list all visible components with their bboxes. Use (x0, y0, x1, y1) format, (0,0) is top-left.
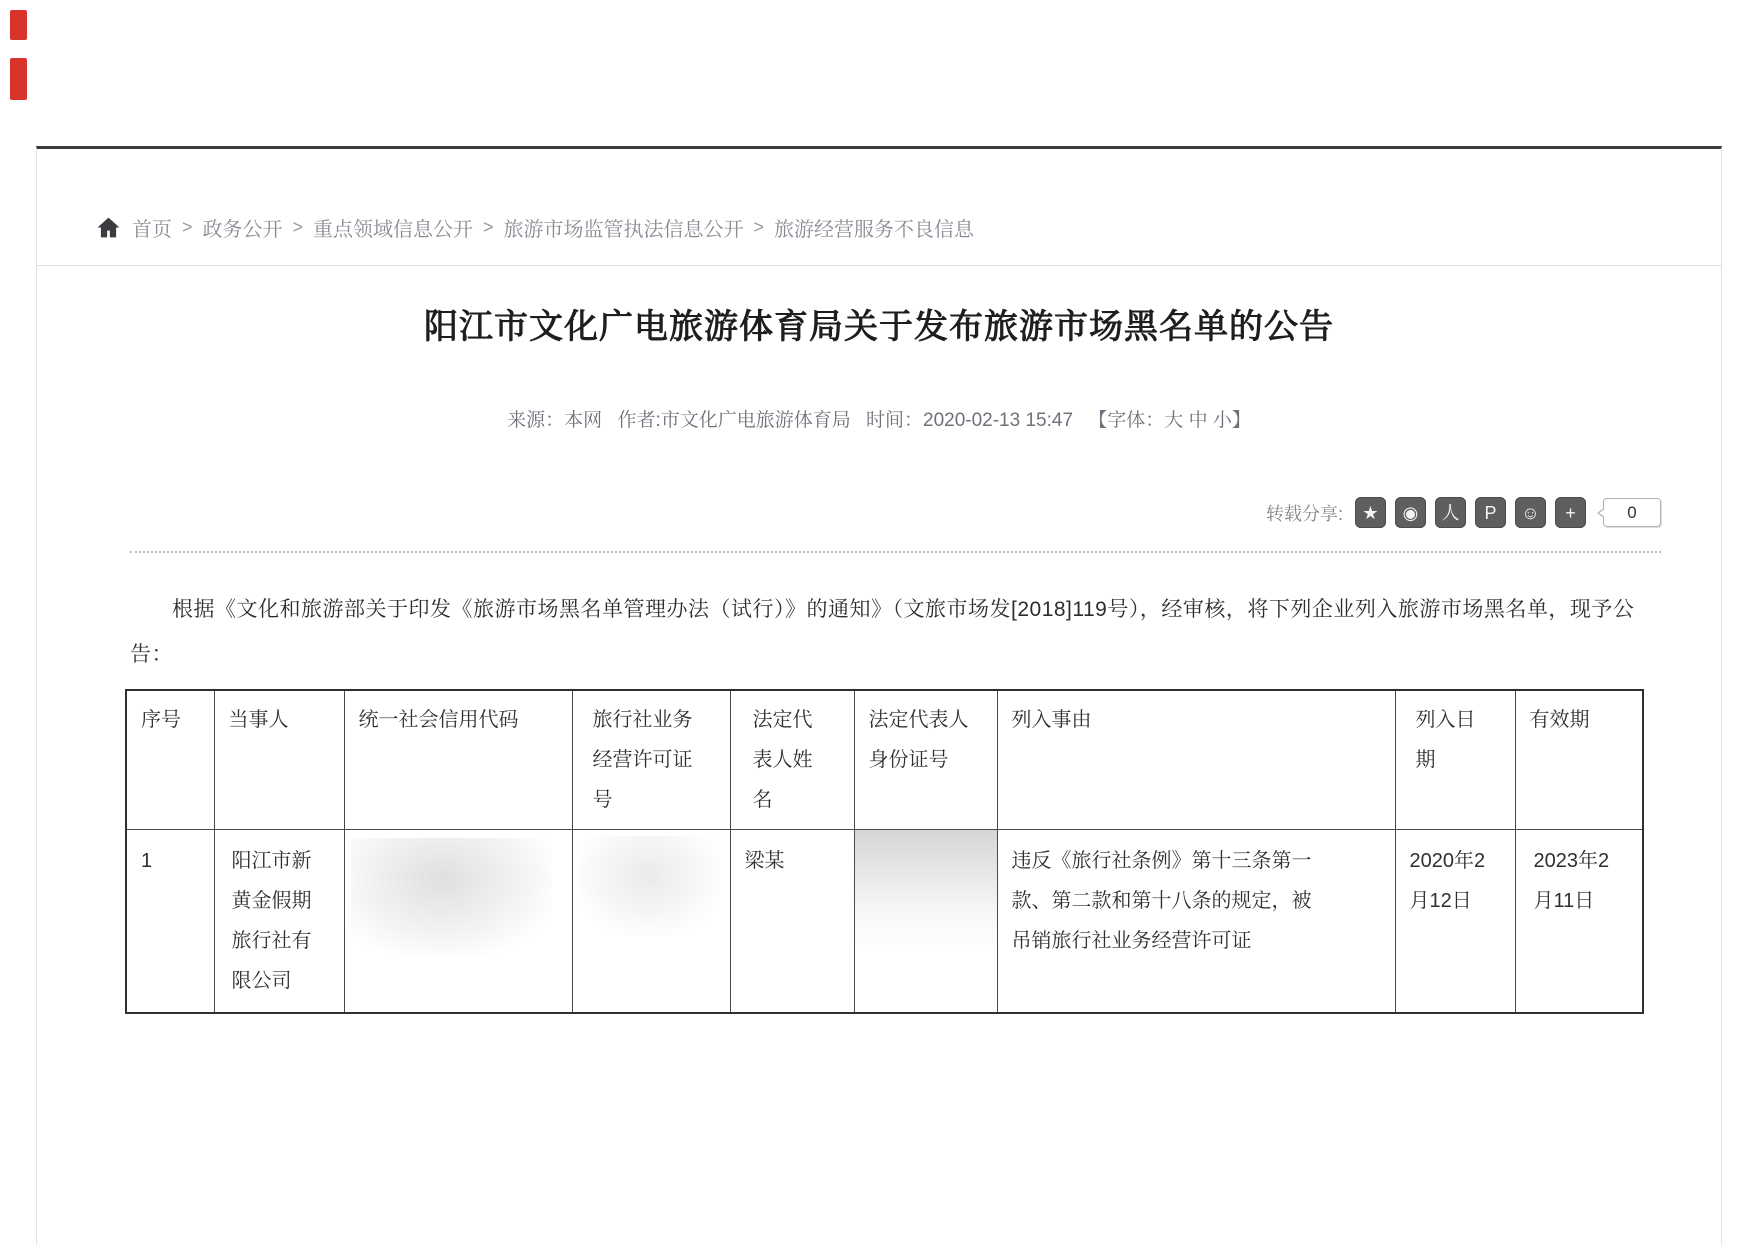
breadcrumb-separator: > (182, 217, 193, 237)
cell-legal-rep-id-redacted (854, 830, 997, 1014)
table-header-row (126, 690, 1643, 830)
breadcrumb-item-home[interactable]: 首页 (132, 219, 172, 241)
meta-source: 来源：本网 (507, 410, 603, 431)
article-meta (37, 405, 1721, 432)
redaction-blur (577, 836, 720, 936)
pengyou-share-icon[interactable]: P (1475, 497, 1506, 528)
redaction-blur (351, 838, 552, 956)
redaction-blur (854, 830, 997, 967)
cell-credit-code-redacted (344, 830, 572, 1014)
breadcrumb-item-market-supervision[interactable]: 旅游市场监管执法信息公开 (503, 219, 744, 241)
meta-author: 作者:市文化广电旅游体育局 (617, 410, 851, 431)
breadcrumb-separator: > (292, 217, 304, 237)
header-legal-rep-name: 法定代表人姓名 (730, 690, 854, 830)
header-no: 序号 (126, 690, 214, 830)
cell-reason: 违反《旅行社条例》第十三条第一款、第二款和第十八条的规定，被吊销旅行社业务经营许可证 (997, 830, 1395, 1014)
meta-time: 时间：2020-02-13 15:47 (866, 410, 1074, 431)
share-label: 转载分享: (1265, 503, 1343, 524)
header-reason: 列入事由 (997, 690, 1395, 830)
tieba-share-icon[interactable]: ☺ (1515, 497, 1546, 528)
cell-list-date: 2020年2月12日 (1395, 830, 1515, 1014)
renren-share-icon[interactable]: 人 (1435, 497, 1466, 528)
home-icon (95, 215, 122, 240)
more-share-icon[interactable]: + (1555, 497, 1586, 528)
header-credit-code: 统一社会信用代码 (344, 690, 572, 830)
cell-party: 阳江市新黄金假期旅行社有限公司 (214, 830, 344, 1014)
header-valid-period: 有效期 (1515, 690, 1643, 830)
header-party: 当事人 (214, 690, 344, 830)
breadcrumb-item-current: 旅游经营服务不良信息 (774, 219, 975, 241)
cell-legal-rep-name: 梁某 (730, 830, 854, 1014)
announcement-paragraph: 根据《文化和旅游部关于印发《旅游市场黑名单管理办法（试行）》的通知》（文旅市场发[2018]119号），经审核，将下列企业列入旅游市场黑名单，现予公告： (130, 598, 1635, 666)
header-list-date: 列入日期 (1395, 690, 1515, 830)
breadcrumb (95, 213, 974, 242)
dotted-divider (130, 551, 1661, 553)
scan-red-mark-1 (10, 10, 27, 40)
qzone-share-icon[interactable]: ★ (1355, 497, 1386, 528)
cell-no: 1 (126, 830, 214, 1014)
share-bar (1266, 497, 1661, 528)
breadcrumb-separator: > (483, 217, 494, 237)
weibo-share-icon[interactable]: ◉ (1395, 497, 1426, 528)
scan-red-mark-2 (10, 58, 27, 100)
content-frame (36, 146, 1722, 1245)
table-row (126, 830, 1643, 1014)
header-license-no: 旅行社业务经营许可证号 (572, 690, 730, 830)
breadcrumb-divider (37, 265, 1721, 266)
share-count-badge[interactable]: 0 (1603, 498, 1661, 527)
page-title: 阳江市文化广电旅游体育局关于发布旅游市场黑名单的公告 (424, 308, 1334, 346)
font-size-controls[interactable]: 【字体：大 中 小】 (1088, 410, 1251, 431)
blacklist-table (125, 689, 1644, 1014)
breadcrumb-separator: > (753, 217, 765, 237)
cell-license-no-redacted (572, 830, 730, 1014)
cell-valid-period: 2023年2月11日 (1515, 830, 1643, 1014)
breadcrumb-item-gov-info[interactable]: 政务公开 (202, 219, 283, 241)
header-legal-rep-id: 法定代表人身份证号 (854, 690, 997, 830)
breadcrumb-item-key-fields[interactable]: 重点领域信息公开 (313, 219, 474, 241)
